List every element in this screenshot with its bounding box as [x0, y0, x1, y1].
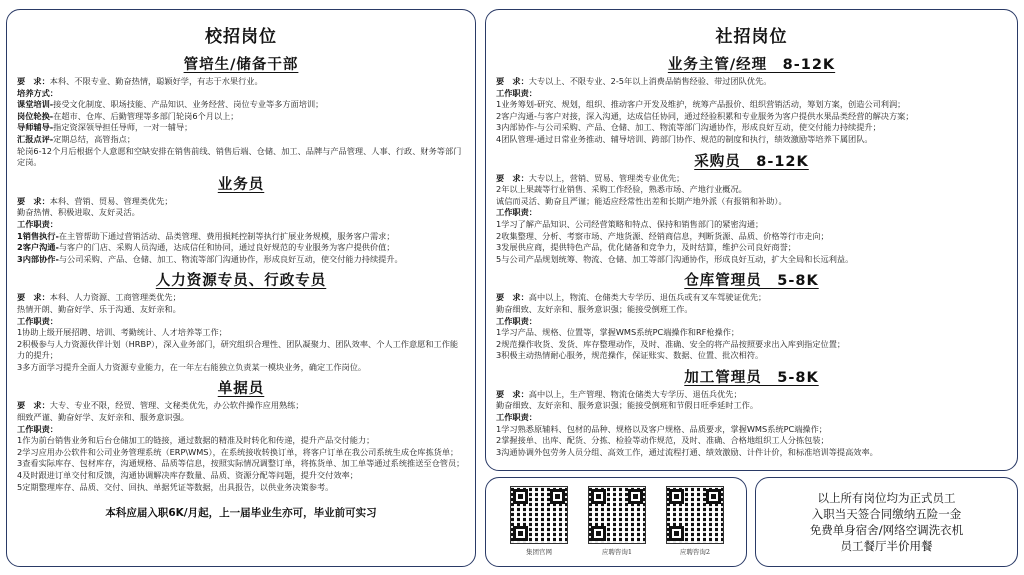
line-text: 1业务筹划-研究、规划，组织、推动客户开发及维护，统筹产品报价、组织营销活动，筹划方案，创造公司利润；: [496, 99, 906, 110]
line-label: 3内部协作-: [17, 253, 59, 264]
job-title: 加工管理员 5-8K: [684, 369, 819, 386]
qr-code-icon: [666, 486, 724, 544]
line-label: 要 求：: [496, 172, 529, 183]
job-block: [496, 53, 1007, 146]
job-line: [496, 196, 1007, 208]
job-line: [17, 254, 465, 266]
job-line: [17, 242, 465, 254]
line-label: 要 求：: [496, 388, 529, 399]
job-block: [496, 366, 1007, 459]
job-title: 人力资源专员、行政专员: [155, 273, 327, 290]
line-text: 3发展供应商，提供特色产品，优化储备和竞争力，及时结算，维护公司良好商誉；: [496, 242, 796, 253]
job-line: [17, 219, 465, 231]
qr-inquiry-1[interactable]: [586, 486, 648, 556]
job-line: [496, 231, 1007, 243]
line-label: 培养方式：: [17, 87, 58, 98]
job-line: [496, 389, 1007, 401]
social-job-list: [496, 53, 1007, 458]
line-label: 岗位轮换-: [17, 110, 54, 121]
job-line: [17, 292, 465, 304]
line-label: 汇报点评-: [17, 133, 54, 144]
line-label: 导师辅导-: [17, 122, 54, 133]
campus-panel: [6, 9, 476, 567]
line-label: 工作职责：: [496, 315, 537, 326]
job-line: [496, 327, 1007, 339]
qr-inquiry-2[interactable]: [664, 486, 726, 556]
qr-official-site[interactable]: [508, 486, 570, 556]
line-text: 定期总结，高管指点；: [53, 133, 136, 144]
qr-label: 应聘咨询1: [601, 548, 633, 556]
line-label: 要 求：: [17, 76, 50, 86]
job-line: [17, 111, 465, 123]
line-text: 1学习熟悉原辅料、包材的品种、规格以及客户规格、品质要求，掌握WMS系统PC端操作；: [496, 423, 827, 434]
line-text: 3积极主动热情耐心服务，规范操作，保证账实、数据、位置、批次相符。: [496, 350, 764, 361]
job-line: [17, 400, 465, 412]
job-title: 单据员: [217, 381, 265, 398]
line-text: 大专以上、不限专业、2-5年以上消费品销售经验、带过团队优先。: [528, 76, 772, 86]
line-text: 与公司采购、产品、仓储、加工、物流等部门沟通协作，形成良好互动，使交付能力持续提升。: [58, 253, 403, 264]
line-text: 本科、营销、贸易、管理类优先；: [49, 195, 173, 206]
line-text: 大专、专业不限，经贸、管理、文秘类优先，办公软件操作应用熟练；: [49, 400, 304, 411]
job-title: 管培生/储备干部: [183, 57, 299, 73]
job-line: [17, 424, 465, 436]
job-line: [496, 99, 1007, 111]
job-line: [17, 76, 465, 88]
job-line: [17, 134, 465, 146]
job-line: [17, 470, 465, 482]
line-label: 工作职责：: [496, 207, 537, 218]
line-label: 要 求：: [17, 400, 50, 411]
job-line: [496, 400, 1007, 412]
line-text: 2规范操作收货、发货、库存整理动作，及时、准确、安全的将产品按照要求出入库到指定位置；: [496, 338, 846, 349]
notice-line: 员工餐厅半价用餐: [840, 539, 933, 553]
line-text: 本科、人力资源、工商管理类优先；: [49, 292, 181, 303]
qr-label: 集团官网: [526, 548, 552, 556]
line-text: 高中以上，生产管理、物流仓储类大专学历、退伍兵优先；: [528, 388, 742, 399]
job-line: [17, 122, 465, 134]
job-line: [17, 99, 465, 111]
line-text: 2客户沟通-与客户对接，深入沟通，达成信任协同，通过经验积累和专业服务为客户提供水果品类经营的解决方案；: [496, 110, 914, 121]
line-text: 本科、不限专业、勤奋热情，聪颖好学，有志于水果行业。: [49, 76, 263, 86]
line-text: 1协助上级开展招聘、培训、考勤统计、人才培养等工作；: [17, 327, 227, 338]
job-line: [496, 122, 1007, 134]
line-text: 1学习产品、规格、位置等，掌握WMS系统PC端操作和RF枪操作；: [496, 327, 740, 338]
job-line: [496, 207, 1007, 219]
job-line: [496, 111, 1007, 123]
job-line: [17, 207, 465, 219]
campus-title: 校招岗位: [205, 27, 277, 47]
line-text: 高中以上，物流、仓储类大专学历、退伍兵或有叉车驾驶证优先；: [528, 292, 767, 303]
notice-line: 以上所有岗位均为正式员工: [817, 491, 956, 505]
job-title: 仓库管理员 5-8K: [684, 273, 819, 290]
notice-line: 入职当天签合同缴纳五险一金: [811, 507, 962, 521]
job-block: [17, 377, 465, 493]
job-line: [496, 173, 1007, 185]
line-text: 2收集整理、分析、考察市场、产地货源、经销商信息，判断货源、品质、价格等行市走向；: [496, 230, 829, 241]
job-title: 采购员 8-12K: [694, 153, 809, 170]
job-line: [496, 76, 1007, 88]
social-panel: [485, 9, 1018, 471]
line-label: 课堂培训-: [17, 99, 54, 110]
line-text: 细致严谨、勤奋好学、友好亲和、服务意识强。: [17, 412, 189, 423]
job-line: [496, 219, 1007, 231]
line-text: 3多方面学习提升全面人力资源专业能力，在一年左右能独立负责某一模块业务，确定工作岗位。: [17, 361, 367, 372]
line-text: 5定期整理库存、品质、交付、回执、单据凭证等数据，出具报告，以供业务决策参考。: [17, 481, 334, 492]
line-text: 轮岗6-12个月后根据个人意愿和空缺安排在销售前线、销售后端、仓储、加工、品牌与产品管理、人事、行政、财务等部门定岗。: [17, 145, 462, 168]
line-label: 工作职责：: [17, 423, 58, 434]
job-line: [17, 88, 465, 100]
line-label: 要 求：: [17, 195, 50, 206]
line-label: 要 求：: [496, 76, 529, 86]
job-line: [496, 447, 1007, 459]
job-line: [17, 196, 465, 208]
line-text: 接受文化制度、职场技能、产品知识、业务经营、岗位专业等多方面培训；: [53, 99, 324, 110]
job-line: [496, 435, 1007, 447]
job-line: [17, 316, 465, 328]
job-line: [496, 242, 1007, 254]
job-line: [496, 88, 1007, 100]
line-text: 在超市、仓库、后勤管理等多部门轮岗6个月以上；: [53, 110, 239, 121]
campus-footer: 本科应届入职6K/月起，上一届毕业生亦可，毕业前可实习: [105, 507, 377, 520]
job-line: [17, 362, 465, 374]
job-line: [496, 304, 1007, 316]
line-text: 勤奋细致、友好亲和、服务意识强；能接受倒班和节假日旺季延时工作。: [496, 400, 759, 411]
job-block: [496, 269, 1007, 362]
job-line: [17, 327, 465, 339]
line-text: 3内部协作-与公司采购、产品、仓储、加工、物流等部门沟通协作，形成良好互动，使交付能力持续提升；: [496, 122, 881, 133]
line-text: 3查看实际库存、包材库存，沟通规格、品质等信息，按照实际情况调整订单，将拣货单、加工单等通过系统推送至仓管员；: [17, 458, 465, 469]
job-block: [17, 173, 465, 266]
job-line: [17, 482, 465, 494]
qr-code-icon: [510, 486, 568, 544]
line-text: 勤奋细致、友好亲和、服务意识强；能接受倒班工作。: [496, 303, 693, 314]
job-line: [17, 146, 465, 169]
social-title: 社招岗位: [715, 27, 788, 47]
job-block: [17, 269, 465, 373]
job-block: [496, 150, 1007, 266]
job-line: [17, 435, 465, 447]
qr-code-icon: [588, 486, 646, 544]
benefits-notice: [755, 477, 1018, 567]
job-line: [496, 292, 1007, 304]
line-text: 在主管帮助下通过营销活动、品类管理、费用损耗控制等执行扩展业务规模，服务客户需求；: [58, 230, 395, 241]
job-block: [17, 53, 465, 169]
qr-label: 应聘咨询2: [679, 548, 711, 556]
line-label: 要 求：: [17, 292, 50, 303]
job-title: 业务主管/经理 8-12K: [667, 57, 836, 73]
job-line: [496, 412, 1007, 424]
line-label: 工作职责：: [17, 315, 58, 326]
line-text: 2学习应用办公软件和公司业务管理系统（ERP\WMS），在系统接收转换订单，将客户订单在我公司系统生成仓库拣货单；: [17, 446, 459, 457]
line-text: 1作为前台销售业务和后台仓储加工的链接，通过数据的精准及时转化和传递，提升产品交付能力；: [17, 435, 375, 446]
job-line: [496, 424, 1007, 436]
job-line: [496, 184, 1007, 196]
campus-job-list: [17, 53, 465, 493]
job-line: [496, 254, 1007, 266]
job-line: [17, 339, 465, 362]
line-text: 5与公司产品规划统筹、物流、仓储、加工等部门沟通协作，形成良好互动，扩大全局和长远利益。: [496, 253, 854, 264]
line-text: 勤奋热情、积极进取、友好灵活。: [17, 207, 140, 218]
line-text: 诚信而灵活、勤奋且严谨；能适应经常性出差和长期产地外派（有报销和补助）。: [496, 195, 787, 206]
job-line: [17, 447, 465, 459]
job-line: [17, 304, 465, 316]
job-line: [17, 231, 465, 243]
line-text: 4团队管理-通过日常业务推动、辅导培训、跨部门协作、规范的制度和执行，绩效激励等培养下属团队。: [496, 133, 873, 144]
line-label: 工作职责：: [17, 218, 58, 229]
line-text: 1学习了解产品知识、公司经营策略和特点、保持和销售部门的紧密沟通；: [496, 218, 764, 229]
job-line: [17, 412, 465, 424]
line-text: 指定资深领导担任导师，一对一辅导；: [53, 122, 193, 133]
line-text: 热情开朗、勤奋好学、乐于沟通、友好亲和。: [17, 303, 181, 314]
line-label: 2客户沟通-: [17, 242, 59, 253]
line-label: 要 求：: [496, 292, 529, 303]
line-text: 2积极参与人力资源伙伴计划（HRBP），深入业务部门，研究组织合理性、团队凝聚力、团队效率、个人工作意愿和工作能力的提升；: [17, 338, 459, 361]
job-line: [496, 134, 1007, 146]
line-text: 大专以上，营销、贸易、管理类专业优先；: [528, 172, 685, 183]
line-label: 工作职责：: [496, 412, 537, 423]
qr-panel: [485, 477, 747, 567]
notice-line: 免费单身宿舍/网络空调洗衣机: [809, 523, 964, 537]
line-label: 1销售执行-: [17, 230, 59, 241]
line-text: 2掌握接单、出库、配货、分拣、检验等动作规范，及时、准确、合格地组织工人分拣包装；: [496, 435, 829, 446]
job-title: 业务员: [217, 176, 265, 193]
line-text: 4及时跟进订单交付和反馈，沟通协调解决库存数量、品质、资源分配等问题，提升交付效率；: [17, 470, 358, 481]
line-label: 工作职责：: [496, 87, 537, 98]
job-line: [17, 458, 465, 470]
job-line: [496, 350, 1007, 362]
job-line: [496, 339, 1007, 351]
line-text: 3沟通协调外包劳务人员分组、高效工作，通过流程打通、绩效激励、计件计价，和标准培训等提高效率。: [496, 446, 878, 457]
line-text: 与客户的门店、采购人员沟通，达成信任和协同，通过良好规范的专业服务为客户提供价值；: [58, 242, 395, 253]
line-text: 2年以上果蔬等行业销售、采购工作经验，熟悉市场、产地行业概况。: [496, 184, 747, 195]
job-line: [496, 316, 1007, 328]
